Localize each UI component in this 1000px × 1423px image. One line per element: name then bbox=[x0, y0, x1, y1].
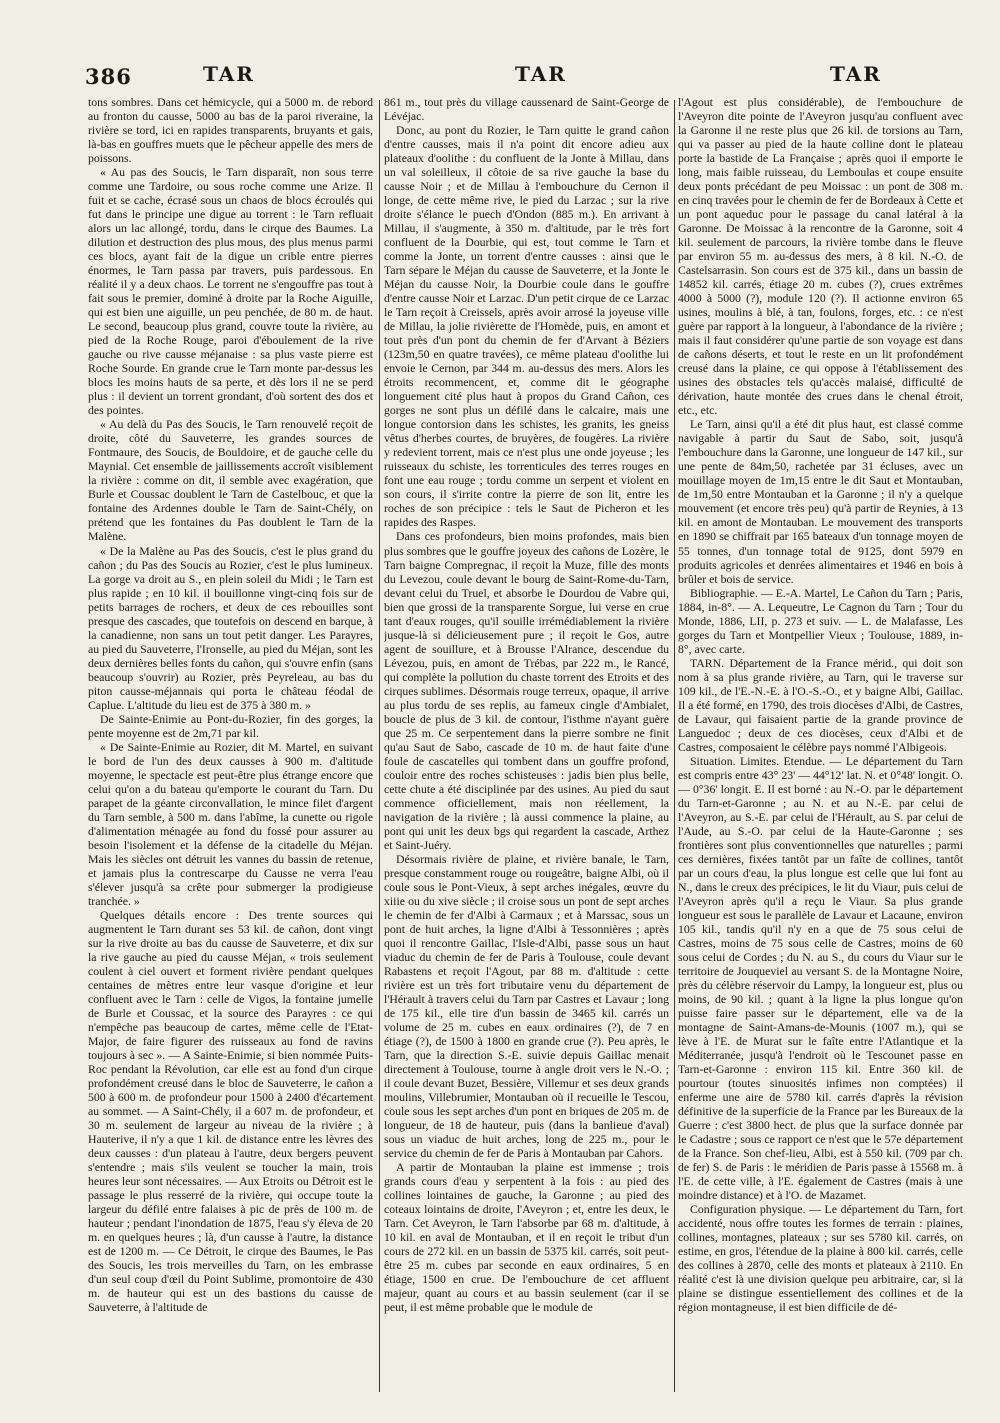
paragraph: « Au pas des Soucis, le Tarn disparaît, non sous terre comme une Tardoire, ou sous roche comme une Arize. Il fuit et se cache, écrasé sous un chaos de blocs écroulés qui fut dans le principe une digue au torrent : le Tarn refluait alors un lac allongé, tordu, dans le cirque des Baumes. La dilution et destruction des plus mous, des plus menus parmi ces blocs, ayant fait de la digue un crible entre pierres énormes, le Tarn passa par travers, puis pardessous. En réalité il y a deux chaos. Le torrent ne s'engouffre pas tout à fait sous le premier, dominé à droite par la Roche Aiguille, qui est bien une aiguille, un peu penchée, de 80 m. de haut. Le second, beaucoup plus grand, couvre toute la rivière, au pied de la Roche Rouge, paroi d'éboulement de la rive gauche ou rive causse méjanaise : sa plus vaste pierre est Roche Sourde. En grande crue le Tarn monte par-dessus les blocs les moins hauts de sa perte, et dès lors il ne se perd plus : il devient un torrent grondant, d'où sortent des dos et des pointes. bbox=[88, 165, 373, 418]
paragraph: « De la Malène au Pas des Soucis, c'est le plus grand du cañon ; du Pas des Soucis au Rozier, c'est le plus lumineux. La gorge va droit au S., en plein soleil du Midi ; le Tarn est plus rapide ; en 10 kil. il bouillonne vingt-cinq fois sur de petits barrages de rochers, et deux de ces rebouilles sont presque des cascades, que toutefois on descend en barque, à la canadienne, non sans un tout petit danger. Les Parayres, au pied du Sauveterre, l'Ironselle, au pied du Méjan, sont les deux dernières belles fonts du cañon, qui s'ouvre enfin (sans beaucoup s'ouvrir) au Rozier, près Peyreleau, au bas du piton causse-méjannais qui porta le château féodal de Caplue. L'altitude du lieu est de 375 à 380 m. » bbox=[88, 543, 373, 712]
text-columns bbox=[88, 95, 978, 1395]
running-head-center: TAR bbox=[515, 62, 567, 86]
paragraph: A partir de Montauban la plaine est immense ; trois grands cours d'eau y serpentent à la fois : au pied des collines lointaines de gauche, la Garonne ; au pied des coteaux lointains de droite, l'Aveyron ; et, entre les deux, le Tarn. Cet Aveyron, le Tarn l'absorbe par 68 m. d'altitude, à 10 kil. en aval de Montauban, et il en reçoit le tribut d'un cours de 272 kil. en un bassin de 5375 kil. carrés, soit peut-être 25 m. cubes par seconde en eaux ordinaires, 5 en étiage, 1500 en crue. De l'embouchure de cet affluent majeur, quant au cours et au bassin seulement (car il se peut, il est même probable que le module de bbox=[384, 1160, 669, 1315]
text-column-1 bbox=[88, 95, 373, 1395]
text-column-2 bbox=[384, 95, 669, 1395]
paragraph: Donc, au pont du Rozier, le Tarn quitte le grand cañon d'entre causses, mais il n'a point dit encore adieu aux plateaux d'oolithe : du confluent de la Jonte à Millau, dans un val soleilleux, il côtoie de sa rive gauche la base du causse Noir ; et de Millau à l'embouchure du Cernon il longe, de cette même rive, le pied du Larzac ; sur la rive droite s'élance le puech d'Ondon (885 m.). En arrivant à Millau, il s'augmente, à 350 m. d'altitude, par le très fort confluent de la Dourbie, qui est, tout comme le Tarn et comme la Jonte, un torrent d'entre causses : ainsi que le Tarn sépare le Méjan du causse de Sauveterre, et la Jonte le Méjan du causse Noir, la Dourbie coule dans le gouffre d'entre causse Noir et Larzac. D'un petit cirque de ce Larzac le Tarn reçoit à Creissels, après avoir arrosé la joyeuse ville de Millau, la jolie rivièrette de l'Homède, puis, en amont et tout près d'un pont du chemin de fer d'Arvant à Béziers (123m,50 en quatre travées), ce même plateau d'oolithe lui envoie le Cernon, par 344 m. au-dessus des mers. Alors les étroits recommencent, et, comme dit le géographe longuement cité plus haut à propos du Grand Cañon, ces gorges ne sont plus un défilé dans le calcaire, mais une longue contorsion dans les schistes, les granits, les gneiss vêtus d'herbes courtes, de bruyères, de fougères. La rivière y redevient torrent, mais ce n'est plus une onde joyeuse ; les ruisseaux du schiste, les torrenticules des terres rouges en font une eau rouge ; tordu comme un serpent et violent en son cours, il s'irrite contre la pierre de son lit, entre les roches de son précipice : tels le Saut de Picheron et les rapides des Raspes. bbox=[384, 123, 669, 530]
text-column-3 bbox=[678, 95, 963, 1395]
paragraph: « De Sainte-Enimie au Rozier, dit M. Martel, en suivant le bord de l'un des deux causses à 900 m. d'altitude moyenne, le spectacle est peut-être plus étrange encore que celui qu'on a du bateau qu'emporte le courant du Tarn. Du parapet de la géante circonvallation, le mince filet d'argent du Tarn semble, à 500 m. dans l'abîme, la cunette ou rigole d'alimentation ménagée au fond du fossé pour assurer au besoin l'isolement et la défense de la citadelle du Méjan. Mais les siècles ont détruit les vannes du bassin de retenue, et jamais plus la contrescarpe du Causse ne verra l'eau s'élever jusqu'à sa crête pour submerger la prodigieuse tranchée. » bbox=[88, 739, 373, 908]
paragraph: Situation. Limites. Etendue. — Le département du Tarn est compris entre 43° 23' — 44°12' lat. N. et 0°48' longit. O. — 0°36' longit. E. Il est borné : au N.-O. par le département du Tarn-et-Garonne ; au N. et au N.-E. par celui de l'Aveyron, au S.-E. par celui de l'Hérault, au S. par celui de l'Aude, au S.-O. par celui de la Haute-Garonne ; ses frontières sont plus conventionnelles que naturelles ; parmi ces dernières, fixées tantôt par un faîte de collines, tantôt par un cours d'eau, la plus longue est celle que lui font au N., dans le creux des précipices, le lit du Viaur, puis celui de l'Aveyron après qu'il a reçu le Viaur. Sa plus grande longueur est sous le parallèle de Lavaur et Lacaune, environ 105 kil., tandis qu'il n'y en a que de 75 sous celui de Castres, moins de 75 sous celle de Castres, moins de 60 sous celui de Cordes ; du N. au S., du cours du Viaur sur le territoire de Jouqueviel au versant S. de la Montagne Noire, près du célèbre réservoir du Lampy, la longueur est, plus ou moins, de 90 kil. ; quant à la ligne la plus longue qu'on puisse faire passer sur le département, elle va de la montagne de Saint-Amans-de-Mounis (1007 m.), qui se lève à l'E. de Murat sur le faîte entre l'Atlantique et la Méditerranée, jusqu'à l'endroit où le Tescounet passe en Tarn-et-Garonne : environ 115 kil. Entre 360 kil. de pourtour (toutes sinuosités infimes non comptées) il enferme une aire de 5780 kil. carrés d'après la révision définitive de la superficie de la France par les Bureaux de la Guerre : c'est 3800 hect. de plus que la surface donnée par le Cadastre ; sous ce rapport ce n'est que le 57e département de la France. Son chef-lieu, Albi, est à 550 kil. (709 par ch. de fer) S. de Paris : le méridien de Paris passe à 15568 m. à l'E. de cette ville, à l'E. également de Castres (mais à une moindre distance) et à l'O. de Mazamet. bbox=[678, 753, 963, 1203]
running-head-right: TAR bbox=[830, 62, 882, 86]
paragraph: 861 m., tout près du village caussenard de Saint-George de Lévéjac. bbox=[384, 95, 669, 124]
paragraph: l'Agout est plus considérable), de l'embouchure de l'Aveyron dite pointe de l'Aveyron jusqu'au confluent avec la Garonne il ne reste plus que 26 kil. de torsions au Tarn, qui va passer au pied de la haute colline dont le plateau porte la bastide de La Française ; après quoi il emporte le long, mais faible ruisseau, du Lemboulas et coupe ensuite deux ponts précédant de peu Moissac : un pont de 308 m. en cinq travées pour le chemin de fer de Bordeaux à Cette et un pont aqueduc pour le passage du canal latéral à la Garonne. De Moissac à la rencontre de la Garonne, soit 4 kil. seulement de parcours, la rivière tombe dans le fleuve par environ 55 m. au-dessus des mers, à 8 kil. N.-O. de Castelsarrasin. Son cours est de 375 kil., dans un bassin de 14852 kil. carrés, étiage 20 m. cubes (?), crues extrêmes 4000 à 5000 (?), module 120 (?). Il actionne environ 65 usines, moulins à blé, à tan, foulons, forges, etc. : ce n'est guère par rapport à la longueur, à l'abondance de la rivière ; mais il faut considérer qu'une partie de son voyage est dans de cañons déserts, et tout le reste en un lit profondément creusé dans la plaine, ce qui oppose à l'établissement des usines des obstacles tels qu'accès malaisé, difficulté de dérivation, haute montée des crues dans le chenal étroit, etc., etc. bbox=[678, 95, 963, 418]
running-head-left: TAR bbox=[203, 62, 255, 86]
paragraph: Désormais rivière de plaine, et rivière banale, le Tarn, presque constamment rouge ou rougeâtre, baigne Albi, où il coule sous le Pont-Vieux, à sept arches inégales, œuvre du xiiie ou du xive siècle ; il croise sous un pont de sept arches le chemin de fer d'Albi à Carmaux ; et à Marssac, sous un pont de huit arches, la ligne d'Albi à Tessonnières ; après quoi il rencontre Gaillac, l'Isle-d'Albi, passe sous un haut viaduc du chemin de fer de Paris à Toulouse, coule devant Rabastens et reçoit l'Agout, par 88 m. d'altitude : cette rivière est un très fort tributaire venu du département de l'Hérault à travers celui du Tarn par Castres et Lavaur ; long de 175 kil., elle tire d'un bassin de 3465 kil. carrés un volume de 25 m. cubes en eaux ordinaires (?), de 7 en étiage (?), de 1500 à 1800 en grande crue (?). Peu après, le Tarn, que la direction S.-E. suivie depuis Gaillac menait directement à Toulouse, tourne à angle droit vers le N.-O. ; il coule devant Buzet, Bessière, Villemur et ses deux grands moulins, Villebrumier, Montauban où il recueille le Tescou, coule sous les sept arches d'un pont en briques de 205 m. de longueur, de 18 de hauteur, puis (dans la banlieue d'aval) sous un viaduc de huit arches, long de 225 m., pour le service du chemin de fer de Paris à Montauban par Cahors. bbox=[384, 851, 669, 1161]
page-header bbox=[85, 58, 965, 98]
paragraph: Le Tarn, ainsi qu'il a été dit plus haut, est classé comme navigable à partir du Saut de Sabo, soit, jusqu'à l'embouchure dans la Garonne, une longueur de 147 kil., sur une pente de 84m,50, rachetée par 31 écluses, avec un mouillage moyen de 1m,15 entre le dit Saut et Montauban, de 1m,50 entre Montauban et la Garonne ; il n'y a quelque mouvement (et encore très peu) qu'à partir de Reynies, à 13 kil. en amont de Montauban. Le mouvement des transports en 1890 se chiffrait par 165 bateaux d'un tonnage moyen de 55 tonnes, d'un tonnage total de 9125, dont 5979 en produits agricoles et denrées alimentaires et 1946 en bois à brûler et bois de service. bbox=[678, 417, 963, 586]
paragraph: Dans ces profondeurs, bien moins profondes, mais bien plus sombres que le gouffre joyeux des cañons de Lozère, le Tarn baigne Compregnac, il reçoit la Muze, fille des monts du Levezou, coule devant le bourg de Saint-Rome-du-Tarn, devant celui du Truel, et absorbe le Dourdou de Vabre qui, bien que grossi de la transparente Sorgue, lui verse en crue tant d'eaux rouges, qu'il souille irrémédiablement la rivière jusque-là si délicieusement pure ; il reçoit le Gos, autre agent de souillure, et à Brousse l'Alrance, descendue du Lévezou, puis, en amont de Trébas, par 222 m., le Rancé, qui complète la pollution du chaste torrent des Etroits et des cirques sublimes. Désormais rouge terreux, opaque, il arrive au plus tordu de ses replis, au fameux cingle d'Ambialet, boucle de plus de 3 kil. de contour, l'isthme n'ayant guère que 25 m. Ce serpentement dans la pierre sombre ne finit qu'au Saut de Sabo, cascade de 10 m. de haut faite d'une foule de cascatelles qui tombent dans un gouffre profond, couloir entre des roches schisteuses : jadis bien plus belle, cette chute a été disciplinée par des usines. Au pied du saut commence officiellement, mais non réellement, la navigation de la rivière ; là aussi commence la plaine, au pont qui unit les deux bgs qui regardent la cascade, Arthez et Saint-Juéry. bbox=[384, 529, 669, 852]
paragraph: TARN. Département de la France mérid., qui doit son nom à sa plus grande rivière, au Tarn, qui le traverse sur 109 kil., de l'E.-N.-E. à l'O.-S.-O., et y baigne Albi, Gaillac. Il a été formé, en 1790, des trois diocèses d'Albi, de Castres, de Lavaur, qui faisaient partie de la grande province de Languedoc ; deux de ces diocèses, ceux d'Albi et de Castres, composaient le célèbre pays nommé l'Albigeois. bbox=[678, 655, 963, 754]
paragraph: Quelques détails encore : Des trente sources qui augmentent le Tarn durant ses 53 kil. de cañon, dont vingt sur la rive droite au bas du causse de Sauveterre, et dix sur la rive gauche au pied du causse Méjan, « trois seulement coulent à ciel ouvert et forment rivière pendant quelques centaines de mètres entre leur vasque d'origine et leur confluent avec le Tarn : celle de Vigos, la fontaine jumelle de Burle et Coussac, et la source des Parayres : ce qui n'empêche pas beaucoup de cartes, même celle de l'Etat-Major, de faire figurer des ruisseaux au fond de ravins toujours à sec ». — A Sainte-Enimie, si bien nommée Puits-Roc pendant la Révolution, car elle est au fond d'un cirque profondément creusé dans le bloc de Sauveterre, le cañon a 500 à 600 m. de profondeur pour 1500 à 2400 d'écartement au sommet. — A Saint-Chély, il a 607 m. de profondeur, et 30 m. seulement de largeur au niveau de la rivière ; à Hauterive, il n'y a que 1 kil. de distance entre les lèvres des deux causses : d'un plateau à l'autre, deux bergers peuvent s'entendre ; mais s'ils veulent se toucher la main, trois heures leur sont nécessaires. — Aux Etroits ou Détroit est le passage le plus resserré de la rivière, qui occupe toute la largeur du défilé entre falaises à pic de près de 100 m. de hauteur ; pendant l'inondation de 1875, l'eau s'y éleva de 20 m. en quelques heures ; là, d'un causse à l'autre, la distance est de 1200 m. — Ce Détroit, le cirque des Baumes, le Pas des Soucis, les trois merveilles du Tarn, on les embrasse d'un seul coup d'œil du Point Sublime, promontoire de 430 m. de hauteur qui est un des bastions du causse de Sauveterre, à l'altitude de bbox=[88, 907, 373, 1315]
paragraph: Configuration physique. — Le département du Tarn, fort accidenté, nous offre toutes les formes de terrain : plaines, collines, montagnes, plateaux ; sur ses 5780 kil. carrés, on estime, en gros, l'étendue de la plaine à 800 kil. carrés, celle des collines à 2870, celle des monts et plateaux à 2110. En réalité c'est là une division quelque peu arbitraire, car, si la plaine se distingue essentiellement des collines et de la région montagneuse, il est bien difficile de dé- bbox=[678, 1202, 963, 1315]
paragraph: tons sombres. Dans cet hémicycle, qui a 5000 m. de rebord au fronton du causse, 5000 au bas de la paroi riveraine, la rivière se tord, ici en rapides transparents, bruyants et gais, là-bas en gouffres muets que le pêcheur appelle des mers de poissons. bbox=[88, 95, 373, 166]
paragraph: « Au delà du Pas des Soucis, le Tarn renouvelé reçoit de droite, côté du Sauveterre, les grandes sources de Fontmaure, des Soucis, de Bouldoire, et de gauche celle du Maynial. Cet ensemble de jaillissements accroît visiblement la rivière : comme on dit, il semble avec exagération, que Burle et Coussac doublent le Tarn de Castelbouc, et que la fontaine des Ardennes double le Tarn de Saint-Chély, on prétend que les fontaines du Pas doublent le Tarn de la Malène. bbox=[88, 417, 373, 544]
paragraph: Bibliographie. — E.-A. Martel, Le Cañon du Tarn ; Paris, 1884, in-8°. — A. Lequeutre, Le Cagnon du Tarn ; Tour du Monde, 1886, LII, p. 273 et suiv. — L. de Malafasse, Les gorges du Tarn et Montpellier Vieux ; Toulouse, 1889, in-8°, avec carte. bbox=[678, 585, 963, 656]
paragraph: De Sainte-Enimie au Pont-du-Rozier, fin des gorges, la pente moyenne est de 2m,71 par kil. bbox=[88, 711, 373, 740]
page-number: 386 bbox=[85, 64, 132, 89]
